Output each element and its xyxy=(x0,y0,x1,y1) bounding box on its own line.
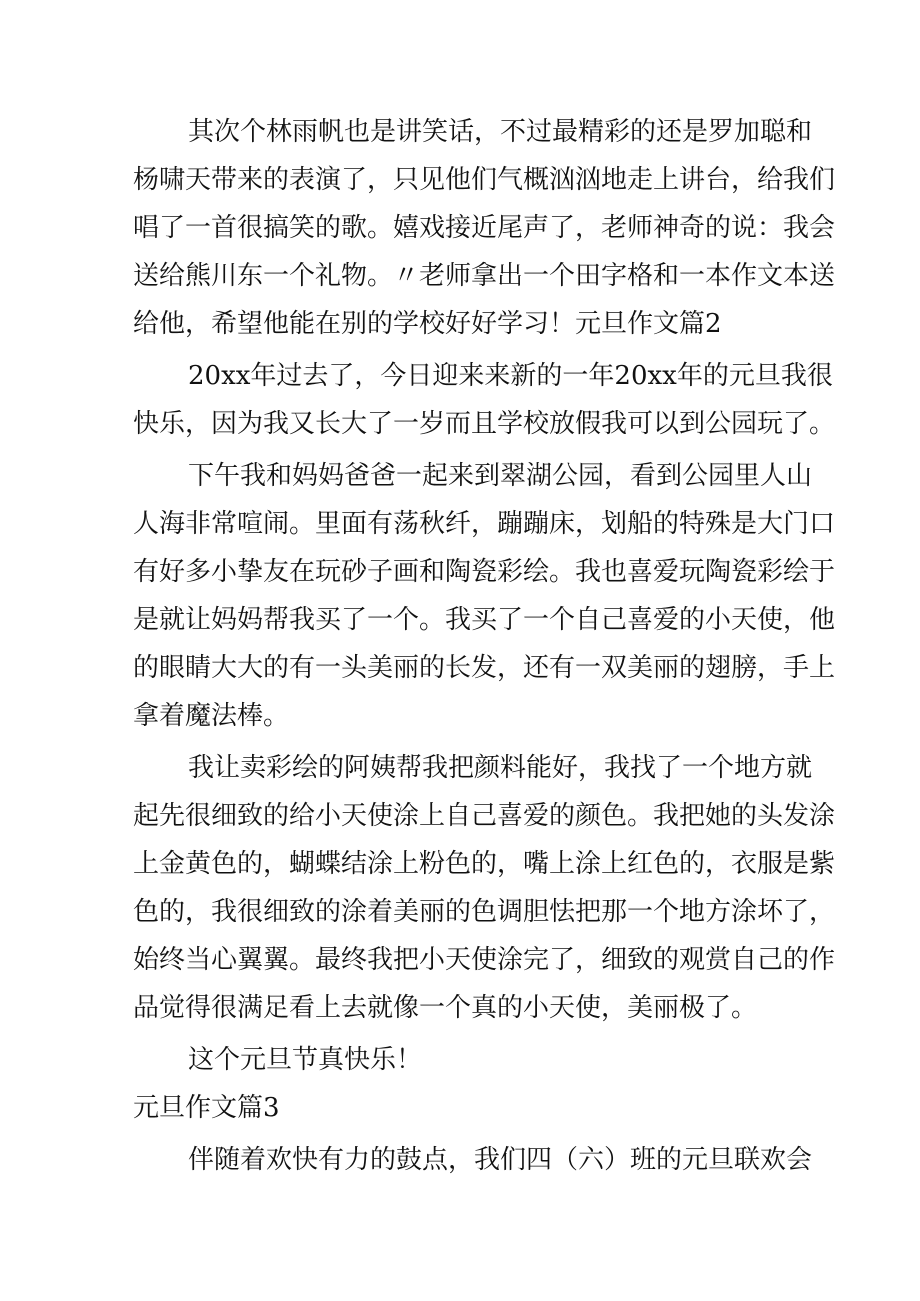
paragraph-line: 拿着魔法棒。 xyxy=(133,701,290,731)
section-heading: 元旦作文篇3 xyxy=(133,1093,280,1123)
paragraph-line: 下午我和妈妈爸爸一起来到翠湖公园，看到公园里人山 xyxy=(188,461,813,491)
paragraph-line: 快乐，因为我又长大了一岁而且学校放假我可以到公园玩了。 xyxy=(133,409,836,439)
paragraph-line: 色的，我很细致的涂着美丽的色调胆怯把那一个地方涂坏了， xyxy=(133,897,836,927)
paragraph-line: 唱了一首很搞笑的歌。嬉戏接近尾声了，老师神奇的说：我会 xyxy=(133,213,836,243)
paragraph-line: 始终当心翼翼。最终我把小天使涂完了，细致的观赏自己的作 xyxy=(133,945,836,975)
paragraph-line: 是就让妈妈帮我买了一个。我买了一个自己喜爱的小天使，他 xyxy=(133,605,836,635)
paragraph-line: 起先很细致的给小天使涂上自己喜爱的颜色。我把她的头发涂 xyxy=(133,801,836,831)
paragraph-line: 送给熊川东一个礼物。〃老师拿出一个田字格和一本作文本送 xyxy=(133,261,836,291)
paragraph-line: 伴随着欢快有力的鼓点，我们四（六）班的元旦联欢会 xyxy=(188,1145,813,1175)
paragraph-line: 人海非常喧闹。里面有荡秋纤，蹦蹦床，划船的特殊是大门口 xyxy=(133,509,836,539)
paragraph-line: 我让卖彩绘的阿姨帮我把颜料能好，我找了一个地方就 xyxy=(188,753,813,783)
paragraph-line: 20xx年过去了，今日迎来来新的一年20xx年的元旦我很 xyxy=(188,361,833,391)
paragraph-line: 这个元旦节真快乐！ xyxy=(188,1045,423,1075)
paragraph-line: 杨啸天带来的表演了，只见他们气概汹汹地走上讲台，给我们 xyxy=(133,165,836,195)
paragraph-line: 品觉得很满足看上去就像一个真的小天使，美丽极了。 xyxy=(133,993,758,1023)
paragraph-line: 的眼睛大大的有一头美丽的长发，还有一双美丽的翅膀，手上 xyxy=(133,653,836,683)
paragraph-line: 其次个林雨帆也是讲笑话，不过最精彩的还是罗加聪和 xyxy=(188,117,813,147)
paragraph-line: 有好多小挚友在玩砂子画和陶瓷彩绘。我也喜爱玩陶瓷彩绘于 xyxy=(133,557,836,587)
paragraph-line: 给他，希望他能在别的学校好好学习！元旦作文篇2 xyxy=(133,309,722,339)
paragraph-line: 上金黄色的，蝴蝶结涂上粉色的，嘴上涂上红色的，衣服是紫 xyxy=(133,849,836,879)
